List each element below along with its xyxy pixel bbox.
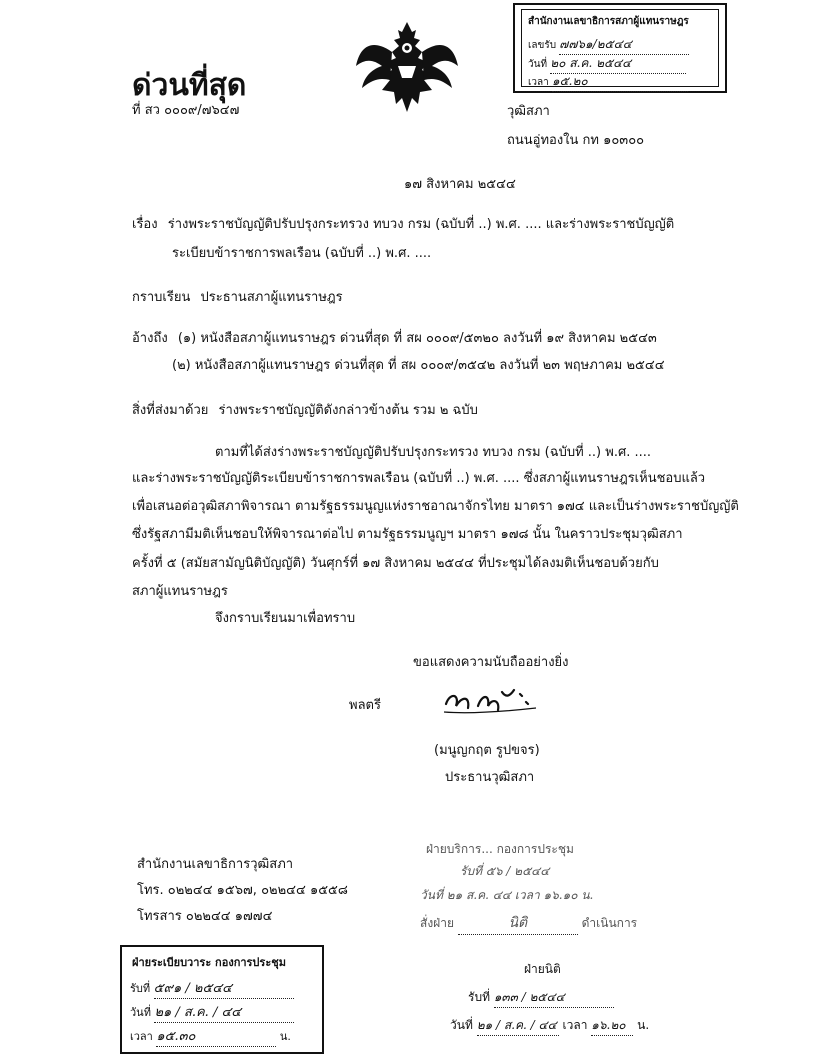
sender-org: วุฒิสภา [507, 104, 550, 119]
receipt-date-value: ๒๐ ส.ค. ๒๕๔๔ [550, 54, 686, 74]
letter-date: ๑๗ สิงหาคม ๒๕๔๔ [404, 177, 516, 192]
body-line-4: ซึ่งรัฐสภามีมติเห็นชอบให้พิจารณาต่อไป ตามรัฐธรรมนูญฯ มาตรา ๑๗๘ นั้น ในคราวประชุมวุฒิสภา [132, 527, 683, 542]
subject-line-2: ระเบียบข้าราชการพลเรือน (ฉบับที่ ..) พ.ศ. .... [172, 246, 432, 261]
body-line-1: ตามที่ได้ส่งร่างพระราชบัญญัติปรับปรุงกระทรวง ทบวง กรม (ฉบับที่ ..) พ.ศ. .... [215, 445, 652, 460]
meeting-stamp-line-4 [420, 912, 637, 935]
legal-stamp [450, 960, 690, 1050]
salutation-label: กราบเรียน [132, 290, 191, 305]
signatory-rank: พลตรี [349, 698, 381, 713]
enclosure-line [132, 402, 478, 420]
references-label: อ้างถึง [132, 331, 168, 346]
receipt-stamp-office: สำนักงานเลขาธิการสภาผู้แทนราษฎร [528, 16, 689, 27]
receipt-received-label: เลขรับ [528, 40, 557, 51]
receipt-stamp-inner [521, 9, 719, 87]
receipt-time-label: เวลา [528, 77, 549, 88]
footer-fax: โทรสาร ๐๒๒๔๔ ๑๗๗๔ [137, 909, 273, 924]
legal-received-value: ๑๓๓ / ๒๕๔๔ [494, 988, 614, 1008]
receipt-stamp-date [528, 54, 686, 74]
subject-text-1: ร่างพระราชบัญญัติปรับปรุงกระทรวง ทบวง กรม (ฉบับที่ ..) พ.ศ. .... และร่างพระราชบัญญัติ [167, 217, 675, 232]
register-stamp-time [130, 1025, 291, 1047]
register-received-value: ๕๙๑ / ๒๕๔๔ [154, 977, 294, 999]
meeting-stamp [420, 836, 680, 936]
receipt-received-value: ๗๗๖๑/๒๕๔๔ [559, 35, 689, 55]
body-line-3: เพื่อเสนอต่อวุฒิสภาพิจารณา ตามรัฐธรรมนูญแห่งราชอาณาจักรไทย มาตรา ๑๗๔ และเป็นร่างพระราชบัญญัติ [132, 499, 739, 514]
reference-item-2: (๒) หนังสือสภาผู้แทนราษฎร ด่วนที่สุด ที่ สผ ๐๐๐๙/๓๕๔๒ ลงวันที่ ๒๓ พฤษภาคม ๒๕๔๔ [172, 358, 665, 373]
receipt-date-label: วันที่ [528, 59, 548, 70]
register-date-value: ๒๑ / ส.ค. / ๔๔ [154, 1001, 294, 1023]
legal-date-label: วันที่ [450, 1018, 473, 1032]
legal-stamp-title: ฝ่ายนิติ [524, 962, 561, 976]
enclosure-text: ร่างพระราชบัญญัติดังกล่าวข้างต้น รวม ๒ ฉบับ [218, 403, 478, 418]
complimentary-close: ขอแสดงความนับถืออย่างยิ่ง [413, 655, 569, 670]
signatory-title: ประธานวุฒิสภา [445, 770, 535, 785]
receipt-stamp [513, 3, 727, 93]
enclosure-label: สิ่งที่ส่งมาด้วย [132, 403, 209, 418]
urgency-label: ด่วนที่สุด [132, 68, 247, 103]
meeting-stamp-line-3: วันที่ ๒๑ ส.ค. ๔๔ เวลา ๑๖.๑๐ น. [420, 888, 594, 902]
legal-stamp-datetime [450, 1016, 649, 1036]
register-time-suffix: น. [279, 1030, 291, 1043]
body-line-2: และร่างพระราชบัญญัติระเบียบข้าราชการพลเรือน (ฉบับที่ ..) พ.ศ. .... ซึ่งสภาผู้แทนราษฎรเห็นชอบแล้ว [132, 471, 706, 486]
register-received-label: รับที่ [130, 982, 151, 995]
register-date-label: วันที่ [130, 1006, 151, 1019]
legal-time-value: ๑๖.๒๐ [591, 1016, 633, 1036]
signatory-name: (มนูญกฤต รูปขจร) [434, 743, 540, 758]
legal-time-label: เวลา [562, 1018, 588, 1032]
body-line-5: ครั้งที่ ๕ (สมัยสามัญนิติบัญญัติ) วันศุกร์ที่ ๑๗ สิงหาคม ๒๕๔๔ ที่ประชุมได้ลงมติเห็นชอบด้วยกับ [132, 556, 659, 571]
salutation-recipient: ประธานสภาผู้แทนราษฎร [200, 290, 343, 305]
footer-phone: โทร. ๐๒๒๔๔ ๑๕๖๗, ๐๒๒๔๔ ๑๕๕๘ [137, 883, 348, 898]
legal-time-suffix: น. [637, 1018, 650, 1032]
meeting-stamp-line-2: รับที่ ๕๖ / ๒๕๔๔ [460, 864, 550, 878]
reference-item-1: (๑) หนังสือสภาผู้แทนราษฎร ด่วนที่สุด ที่ สผ ๐๐๐๙/๕๓๒๐ ลงวันที่ ๑๙ สิงหาคม ๒๕๔๓ [177, 331, 657, 346]
subject-label: เรื่อง [132, 217, 158, 232]
reference-number: ที่ สว ๐๐๐๙/๗๖๔๗ [132, 103, 240, 118]
meeting-stamp-assign-suffix: ดำเนินการ [581, 916, 638, 930]
handwritten-signature-icon [440, 682, 550, 718]
reference-line-1 [132, 330, 657, 348]
receipt-stamp-received [528, 35, 689, 55]
meeting-stamp-assign-label: สั่งฝ่าย [420, 916, 454, 930]
body-line-6: สภาผู้แทนราษฎร [132, 584, 228, 599]
meeting-stamp-assign-value: นิติ [458, 912, 578, 935]
sender-address: ถนนอู่ทองใน กท ๑๐๓๐๐ [507, 133, 645, 148]
legal-stamp-received [468, 988, 614, 1008]
footer-office: สำนักงานเลขาธิการวุฒิสภา [137, 857, 294, 872]
register-stamp-title: ฝ่ายระเบียบวาระ กองการประชุม [132, 956, 286, 969]
receipt-time-value: ๑๕.๒๐ [552, 72, 688, 92]
register-stamp-received [130, 977, 294, 999]
meeting-stamp-line-1: ฝ่ายบริการ... กองการประชุม [426, 842, 574, 856]
closing-line: จึงกราบเรียนมาเพื่อทราบ [215, 611, 356, 626]
register-time-label: เวลา [130, 1030, 153, 1043]
legal-date-value: ๒๑ / ส.ค. / ๔๔ [477, 1016, 559, 1036]
salutation [132, 289, 343, 307]
register-time-value: ๑๕.๓๐ [156, 1025, 276, 1047]
register-stamp [120, 945, 324, 1054]
garuda-emblem-icon [352, 18, 462, 118]
legal-received-label: รับที่ [468, 990, 490, 1004]
receipt-stamp-time [528, 72, 688, 92]
register-stamp-date [130, 1001, 294, 1023]
subject-line-1 [132, 216, 674, 234]
